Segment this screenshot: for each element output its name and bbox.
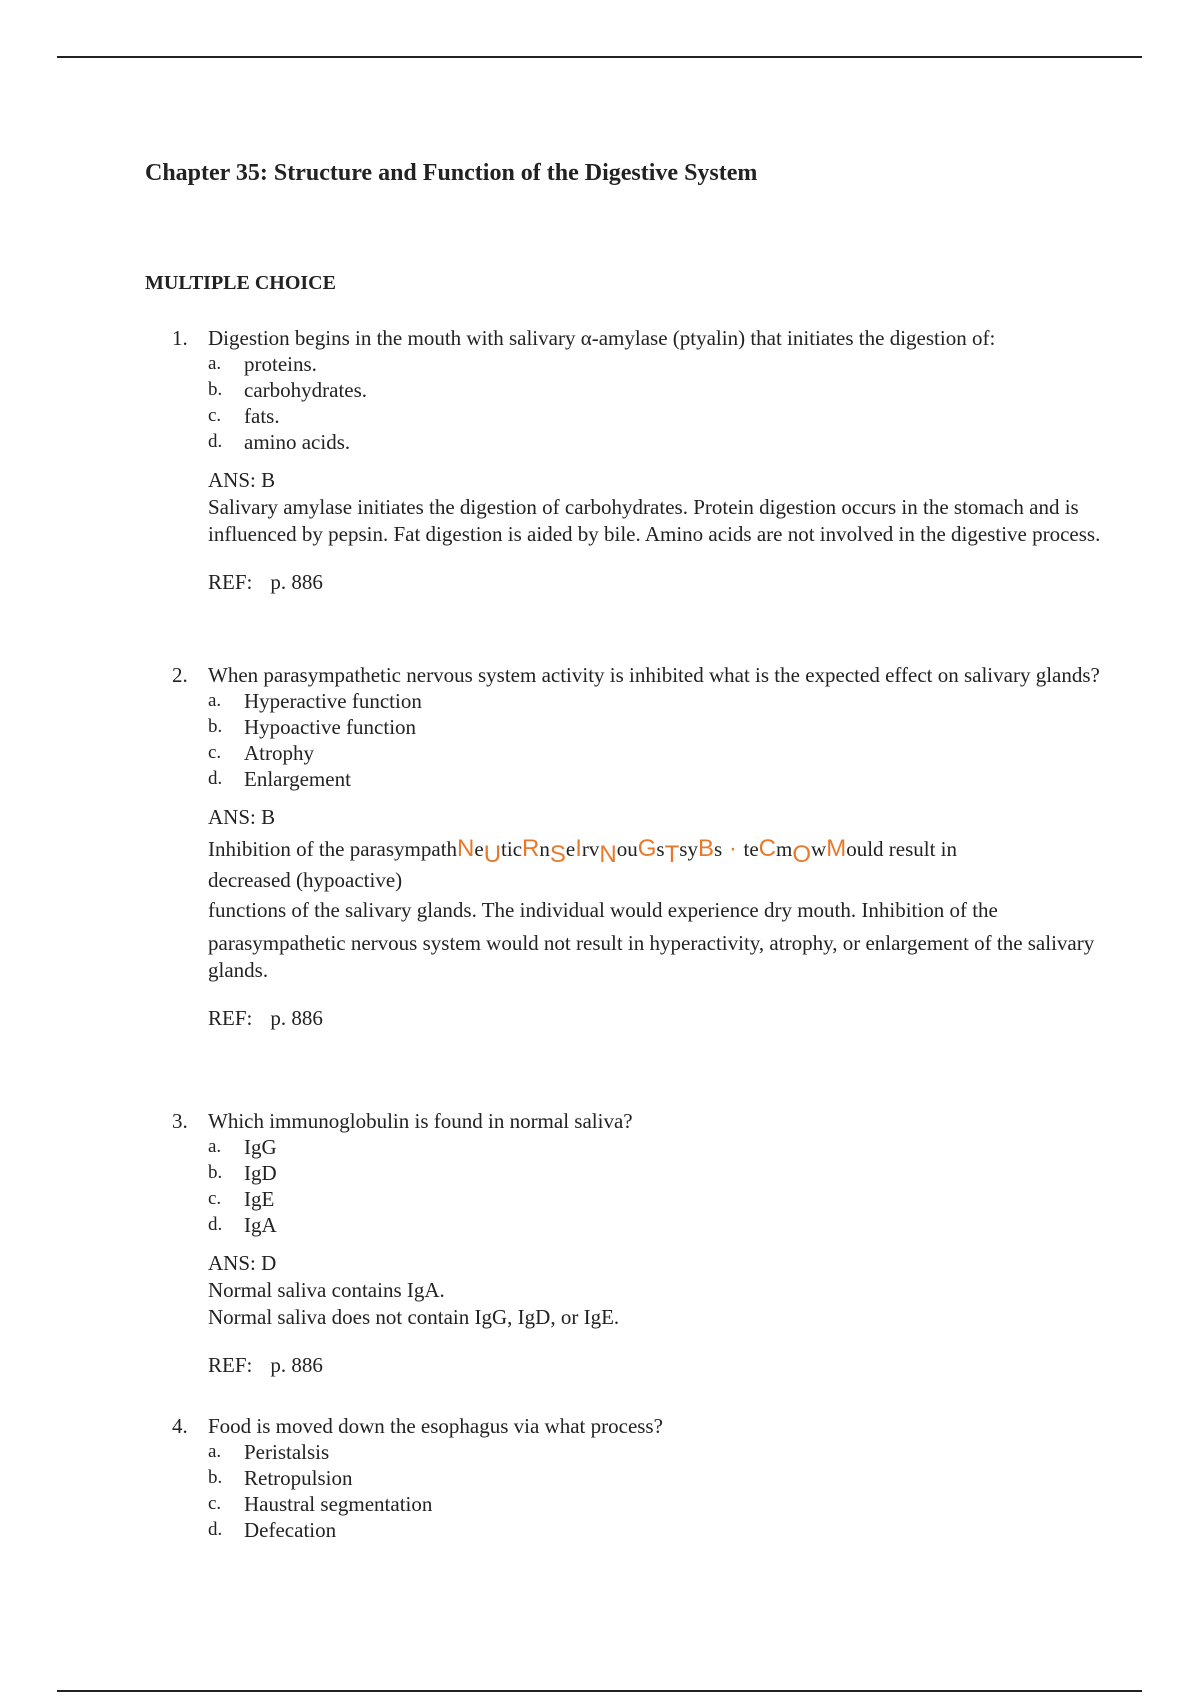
question-number: 1.	[172, 326, 188, 350]
rationale-fragment: n	[539, 837, 550, 861]
reference	[208, 1353, 1132, 1378]
rationale-fragment: Inhibition of the parasympath	[208, 837, 458, 861]
question-text: When parasympathetic nervous system activity is inhibited what is the expected effect on salivary glands?	[208, 663, 1100, 687]
option-text: IgA	[244, 1213, 277, 1237]
option-letter: d.	[208, 1214, 223, 1235]
option-letter: b.	[208, 716, 223, 737]
option-c	[208, 1491, 1132, 1517]
option-text: IgG	[244, 1135, 277, 1159]
ref-page: p. 886	[270, 1353, 323, 1377]
bottom-rule	[57, 1690, 1142, 1692]
answer-block	[208, 804, 1132, 984]
option-a	[208, 351, 1132, 377]
option-a	[208, 1134, 1132, 1160]
option-d	[208, 766, 1132, 792]
option-text: Defecation	[244, 1518, 337, 1542]
rationale-text: functions of the salivary glands. The individual would experience dry mouth. Inhibition of the	[208, 898, 998, 922]
rationale-fragment: sy	[679, 837, 698, 861]
answer-key: ANS: B	[208, 805, 276, 829]
option-letter: d.	[208, 1519, 223, 1540]
option-d	[208, 429, 1132, 455]
question-3	[172, 1108, 1132, 1378]
option-text: Hypoactive function	[244, 715, 417, 739]
option-text: proteins.	[244, 352, 317, 376]
rationale-fragment: rv	[581, 837, 600, 861]
option-text: amino acids.	[244, 430, 351, 454]
rationale-fragment: s	[713, 837, 723, 861]
top-rule	[57, 56, 1142, 58]
ref-label: REF:	[208, 1353, 253, 1377]
option-a	[208, 688, 1132, 714]
rationale-text: decreased (hypoactive)	[208, 868, 403, 892]
answer-key: ANS: B	[208, 468, 276, 492]
rationale-fragment: ou	[616, 837, 638, 861]
watermark-letter: T	[664, 841, 680, 868]
rationale-text: Salivary amylase initiates the digestion of carbohydrates. Protein digestion occurs in the stomach and is influenced by pepsin. Fat digestion is aided by bile. Amino acids are not involved in the digestive process.	[208, 495, 1101, 546]
question-4	[172, 1413, 1132, 1543]
reference	[208, 570, 1132, 595]
option-c	[208, 403, 1132, 429]
option-text: Retropulsion	[244, 1466, 353, 1490]
option-text: fats.	[244, 404, 280, 428]
option-text: IgE	[244, 1187, 275, 1211]
rationale-text: parasympathetic nervous system would not result in hyperactivity, atrophy, or enlargement of the salivary glands.	[208, 931, 1095, 982]
section-heading: MULTIPLE CHOICE	[145, 272, 336, 294]
watermark-letter: U	[483, 841, 502, 868]
watermark-letter: ·	[722, 835, 744, 862]
option-letter: c.	[208, 742, 222, 763]
option-text: Enlargement	[244, 767, 351, 791]
rationale-fragment: tic	[501, 837, 523, 861]
rationale-fragment: ould result in	[846, 837, 958, 861]
option-b	[208, 377, 1132, 403]
rationale-fragment: e	[565, 837, 576, 861]
reference	[208, 1006, 1132, 1031]
answer-key: ANS: D	[208, 1251, 277, 1275]
option-d	[208, 1212, 1132, 1238]
option-letter: a.	[208, 690, 222, 711]
option-text: Peristalsis	[244, 1440, 330, 1464]
chapter-title: Chapter 35: Structure and Function of the Digestive System	[145, 160, 758, 186]
question-number: 4.	[172, 1414, 188, 1438]
option-b	[208, 1465, 1132, 1491]
watermark-letter: G	[637, 835, 657, 862]
option-letter: c.	[208, 405, 222, 426]
watermark-letter: I	[575, 835, 582, 862]
question-1	[172, 325, 1132, 595]
option-letter: d.	[208, 768, 223, 789]
option-text: Hyperactive function	[244, 689, 422, 713]
question-text: Food is moved down the esophagus via what process?	[208, 1414, 663, 1438]
rationale-text: Normal saliva does not contain IgG, IgD, or IgE.	[208, 1305, 620, 1329]
answer-block	[208, 1250, 1132, 1331]
ref-page: p. 886	[270, 570, 323, 594]
option-text: IgD	[244, 1161, 277, 1185]
ref-page: p. 886	[270, 1006, 323, 1030]
option-letter: c.	[208, 1188, 222, 1209]
watermark-letter: C	[758, 835, 776, 862]
option-letter: a.	[208, 1136, 222, 1157]
option-a	[208, 1439, 1132, 1465]
rationale-fragment: e	[474, 837, 484, 861]
option-c	[208, 740, 1132, 766]
option-b	[208, 714, 1132, 740]
option-letter: a.	[208, 1441, 222, 1462]
ref-label: REF:	[208, 570, 253, 594]
watermark-letter: M	[826, 835, 847, 862]
option-letter: d.	[208, 431, 223, 452]
rationale-text: Normal saliva contains IgA.	[208, 1278, 445, 1302]
option-letter: a.	[208, 353, 222, 374]
rationale-fragment: te	[743, 837, 759, 861]
option-text: carbohydrates.	[244, 378, 368, 402]
option-c	[208, 1186, 1132, 1212]
option-b	[208, 1160, 1132, 1186]
option-text: Haustral segmentation	[244, 1492, 433, 1516]
watermark-letter: B	[697, 835, 714, 862]
ref-label: REF:	[208, 1006, 253, 1030]
option-d	[208, 1517, 1132, 1543]
question-number: 2.	[172, 663, 188, 687]
question-text: Digestion begins in the mouth with salivary α-amylase (ptyalin) that initiates the digestion of:	[208, 326, 996, 350]
option-letter: c.	[208, 1493, 222, 1514]
watermark-letter: S	[549, 841, 566, 868]
question-2	[172, 662, 1132, 1031]
watermarked-line	[208, 831, 1132, 867]
question-text: Which immunoglobulin is found in normal saliva?	[208, 1109, 633, 1133]
option-letter: b.	[208, 1162, 223, 1183]
watermark-letter: N	[457, 835, 475, 862]
rationale-fragment: s	[656, 837, 665, 861]
rationale-fragment: m	[776, 837, 793, 861]
question-number: 3.	[172, 1109, 188, 1133]
watermark-letter: R	[522, 835, 540, 862]
option-letter: b.	[208, 1467, 223, 1488]
answer-block	[208, 467, 1132, 548]
option-letter: b.	[208, 379, 223, 400]
rationale-fragment: w	[811, 837, 827, 861]
watermark-letter: N	[599, 841, 617, 868]
watermark-letter: O	[792, 841, 812, 868]
option-text: Atrophy	[244, 741, 314, 765]
